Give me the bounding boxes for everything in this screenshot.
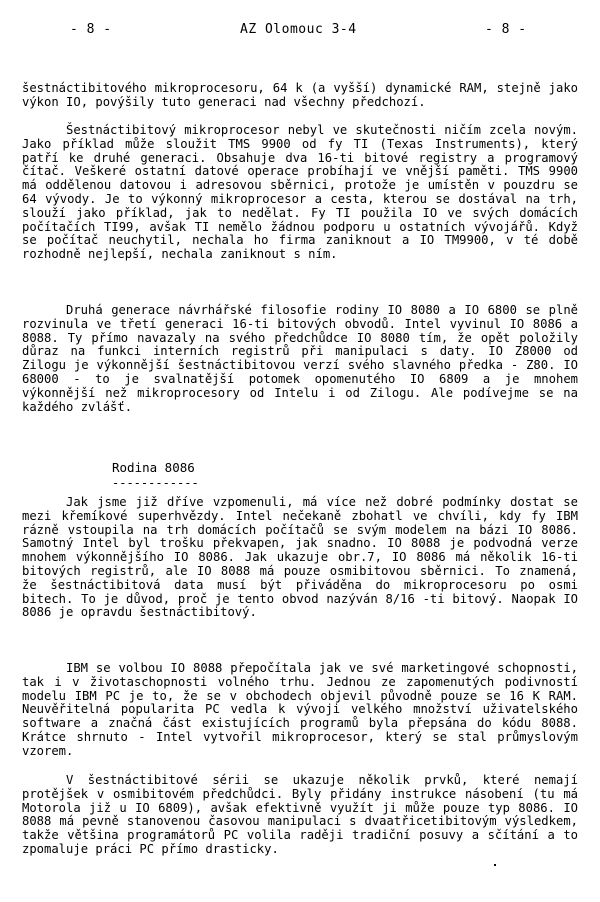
page-number-right: - 8 -: [485, 22, 527, 37]
stray-dot-mark: [494, 864, 496, 866]
page-header: [0, 22, 600, 40]
paragraph-continuation: šestnáctibitového mikroprocesoru, 64 k (a vyšší) dynamické RAM, stejně jako výkon IO, povýšily tuto generaci nad všechny předchozí.: [22, 81, 578, 109]
header-title: AZ Olomouc 3-4: [240, 22, 357, 37]
page-number-left: - 8 -: [70, 22, 112, 37]
section-heading: Rodina 8086: [112, 460, 195, 475]
paragraph-ibm-pc: IBM se volbou IO 8088 přepočítala jak ve své marketingové schopnosti, tak i v životaschopnosti volného trhu. Jednou ze zapomenutých podivností modelu IBM PC je to, že se v obchodech objevil původně pouze se 16 K RAM. Neuvěřitelná popularita PC vedla k vývoji velkého množství uživatelského software a značná část existujících programů byla přepsána do kódu 8088. Krátce shrnuto - Intel vytvořil mikroprocesor, který se stal průmyslovým vzorem.: [22, 661, 578, 758]
section-heading-underline: ------------: [112, 476, 199, 490]
paragraph-sixteen-bit-series: V šestnáctibitové sérii se ukazuje několik prvků, které nemají protějšek v osmibitovém předchůdci. Byly přidány instrukce násobení (tu má Motorola již u IO 6809), avšak efektivně využít ji může pouze typ 8086. IO 8088 má pevně stanovenou časovou manipulaci s dvaatřicetibitovým výsledkem, takže většina programátorů PC volila raději tradiční posuvy a sčítání a to zpomaluje práci PC přímo drasticky.: [22, 773, 578, 856]
paragraph-tms9900: Šestnáctibitový mikroprocesor nebyl ve skutečnosti ničím zcela novým. Jako příklad může sloužit TMS 9900 od fy TI (Texas Instruments), který patří ke druhé generaci. Obsahuje dva 16-ti bitové registry a programový čítač. Veškeré ostatní datové operace probíhají ve vnější paměti. TMS 9900 má oddělenou datovou i adresovou sběrnici, protože je umístěn v pouzdru se 64 vývody. Je to výkonný mikroprocesor a cesta, kterou se dostával na trh, slouží jako příklad, jak to nedělat. Fy TI použila IO ve svých domácích počítačích TI99, avšak TI nemělo žádnou podporu u ostatních vývojářů. Když se počítač neuchytil, nechala ho firma zaniknout a IO TM9900, v té době rozhodně nejlepší, nechala zaniknout s ním.: [22, 123, 578, 262]
paragraph-second-generation: Druhá generace návrhářské filosofie rodiny IO 8080 a IO 6800 se plně rozvinula ve třetí generaci 16-ti bitových obvodů. Intel vyvinul IO 8086 a 8088. Ty přímo navazaly na svého předchůdce IO 8080 tím, že opět položily důraz na funkci interních registrů při manipulaci s daty. IO Z8000 od Zilogu je výkonnější šestnáctibitovou verzí svého slavného předka - Z80. IO 68000 - to je svalnatější potomek opomenutého IO 6809 a je mnohem výkonnější než mikroprocesory od Intelu i od Zilogu. Ale podívejme se na každého zvlášť.: [22, 303, 578, 414]
paragraph-8086-intro: Jak jsme již dříve vzpomenuli, má více než dobré podmínky dostat se mezi křemíkové superhvězdy. Intel nečekaně zbohatl ve chvíli, kdy fy IBM rázně vstoupila na trh domácích počítačů se svým modelem na bázi IO 8086. Samotný Intel byl trošku překvapen, jak snadno. IO 8088 je podvodná verze mnohem výkonnějšího IO 8086. Jak ukazuje obr.7, IO 8086 má několik 16-ti bitových registrů, ale IO 8088 má pouze osmibitovou sběrnici. To znamená, že šestnáctibitová data musí být přiváděna do mikroprocesoru po osmi bitech. To je důvod, proč je tento obvod nazýván 8/16 -ti bitový. Naopak IO 8086 je opravdu šestnáctibitový.: [22, 495, 578, 620]
